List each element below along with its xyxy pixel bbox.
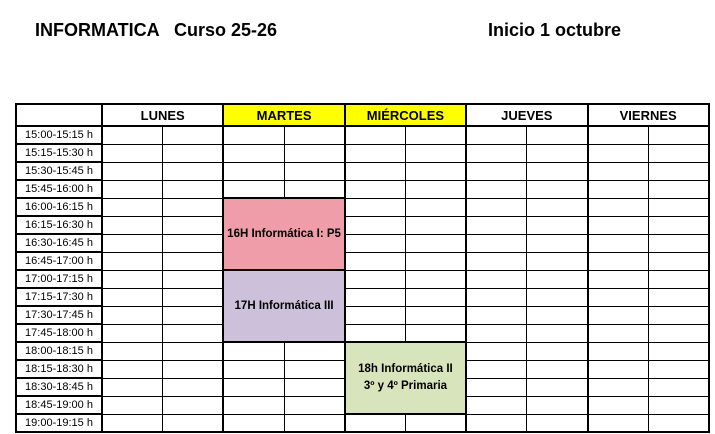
empty-slot-cell	[163, 288, 224, 306]
empty-slot-cell	[163, 342, 224, 360]
empty-slot-cell	[588, 234, 649, 252]
empty-slot-cell	[102, 126, 163, 144]
empty-slot-cell	[102, 396, 163, 414]
empty-slot-cell	[284, 126, 345, 144]
empty-slot-cell	[102, 414, 163, 432]
empty-slot-cell	[163, 162, 224, 180]
empty-slot-cell	[163, 414, 224, 432]
empty-slot-cell	[345, 288, 406, 306]
empty-slot-cell	[588, 126, 649, 144]
event-label: 18h Informática II	[358, 363, 453, 375]
empty-slot-cell	[527, 180, 588, 198]
empty-slot-cell	[345, 252, 406, 270]
empty-slot-cell	[284, 396, 345, 414]
time-cell: 17:15-17:30 h	[16, 288, 102, 306]
empty-slot-cell	[466, 396, 527, 414]
empty-slot-cell	[405, 288, 466, 306]
event-label: 3º y 4º Primaria	[363, 380, 448, 392]
schedule-table	[15, 103, 710, 433]
empty-slot-cell	[345, 234, 406, 252]
empty-slot-cell	[648, 216, 709, 234]
empty-slot-cell	[223, 360, 284, 378]
empty-slot-cell	[466, 162, 527, 180]
time-cell: 18:30-18:45 h	[16, 378, 102, 396]
empty-slot-cell	[648, 270, 709, 288]
empty-slot-cell	[102, 180, 163, 198]
empty-slot-cell	[466, 198, 527, 216]
empty-slot-cell	[648, 342, 709, 360]
empty-slot-cell	[345, 180, 406, 198]
empty-slot-cell	[102, 252, 163, 270]
empty-slot-cell	[527, 126, 588, 144]
day-header-miercoles: MIÉRCOLES	[345, 104, 466, 126]
empty-slot-cell	[102, 324, 163, 342]
empty-slot-cell	[466, 180, 527, 198]
empty-slot-cell	[284, 162, 345, 180]
empty-slot-cell	[405, 306, 466, 324]
day-header-martes: MARTES	[223, 104, 344, 126]
corner-cell	[16, 104, 102, 126]
empty-slot-cell	[405, 252, 466, 270]
empty-slot-cell	[405, 414, 466, 432]
empty-slot-cell	[405, 180, 466, 198]
empty-slot-cell	[466, 216, 527, 234]
empty-slot-cell	[648, 414, 709, 432]
empty-slot-cell	[588, 270, 649, 288]
empty-slot-cell	[163, 324, 224, 342]
empty-slot-cell	[102, 306, 163, 324]
empty-slot-cell	[648, 126, 709, 144]
time-cell: 17:30-17:45 h	[16, 306, 102, 324]
empty-slot-cell	[223, 162, 284, 180]
day-header-lunes: LUNES	[102, 104, 223, 126]
empty-slot-cell	[223, 180, 284, 198]
empty-slot-cell	[163, 144, 224, 162]
empty-slot-cell	[648, 396, 709, 414]
empty-slot-cell	[527, 216, 588, 234]
empty-slot-cell	[648, 144, 709, 162]
empty-slot-cell	[405, 234, 466, 252]
empty-slot-cell	[163, 360, 224, 378]
time-cell: 15:00-15:15 h	[16, 126, 102, 144]
time-cell: 15:15-15:30 h	[16, 144, 102, 162]
empty-slot-cell	[102, 378, 163, 396]
empty-slot-cell	[345, 216, 406, 234]
empty-slot-cell	[588, 396, 649, 414]
table-body	[16, 126, 709, 432]
empty-slot-cell	[527, 306, 588, 324]
empty-slot-cell	[588, 360, 649, 378]
empty-slot-cell	[345, 306, 406, 324]
empty-slot-cell	[466, 234, 527, 252]
time-cell: 19:00-19:15 h	[16, 414, 102, 432]
empty-slot-cell	[527, 234, 588, 252]
empty-slot-cell	[223, 126, 284, 144]
time-cell: 17:45-18:00 h	[16, 324, 102, 342]
empty-slot-cell	[163, 252, 224, 270]
empty-slot-cell	[527, 270, 588, 288]
empty-slot-cell	[588, 144, 649, 162]
empty-slot-cell	[284, 360, 345, 378]
empty-slot-cell	[102, 288, 163, 306]
empty-slot-cell	[345, 162, 406, 180]
time-row	[16, 216, 709, 234]
empty-slot-cell	[466, 288, 527, 306]
empty-slot-cell	[163, 306, 224, 324]
empty-slot-cell	[102, 162, 163, 180]
time-row	[16, 234, 709, 252]
empty-slot-cell	[466, 270, 527, 288]
empty-slot-cell	[527, 414, 588, 432]
empty-slot-cell	[648, 378, 709, 396]
empty-slot-cell	[588, 378, 649, 396]
empty-slot-cell	[345, 144, 406, 162]
empty-slot-cell	[588, 198, 649, 216]
empty-slot-cell	[588, 414, 649, 432]
empty-slot-cell	[405, 144, 466, 162]
time-row	[16, 324, 709, 342]
empty-slot-cell	[648, 252, 709, 270]
event-label: 17H Informática III	[234, 299, 334, 312]
event-label: 16H Informática I: P5	[227, 227, 341, 240]
empty-slot-cell	[527, 324, 588, 342]
empty-slot-cell	[102, 342, 163, 360]
empty-slot-cell	[405, 198, 466, 216]
empty-slot-cell	[405, 126, 466, 144]
empty-slot-cell	[345, 126, 406, 144]
empty-slot-cell	[648, 288, 709, 306]
empty-slot-cell	[163, 126, 224, 144]
time-cell: 15:30-15:45 h	[16, 162, 102, 180]
table-header	[16, 104, 709, 126]
time-cell: 16:00-16:15 h	[16, 198, 102, 216]
empty-slot-cell	[466, 126, 527, 144]
empty-slot-cell	[527, 162, 588, 180]
empty-slot-cell	[345, 414, 406, 432]
empty-slot-cell	[648, 324, 709, 342]
time-row	[16, 180, 709, 198]
empty-slot-cell	[345, 324, 406, 342]
empty-slot-cell	[527, 198, 588, 216]
event-17h-informatica-3	[223, 270, 344, 342]
time-row	[16, 288, 709, 306]
empty-slot-cell	[345, 270, 406, 288]
empty-slot-cell	[345, 198, 406, 216]
empty-slot-cell	[588, 324, 649, 342]
empty-slot-cell	[527, 144, 588, 162]
page-title: INFORMATICA Curso 25-26	[35, 20, 278, 40]
empty-slot-cell	[102, 216, 163, 234]
time-row	[16, 162, 709, 180]
time-row	[16, 252, 709, 270]
time-cell: 18:15-18:30 h	[16, 360, 102, 378]
day-header-viernes: VIERNES	[588, 104, 709, 126]
empty-slot-cell	[527, 288, 588, 306]
empty-slot-cell	[405, 270, 466, 288]
empty-slot-cell	[527, 360, 588, 378]
empty-slot-cell	[102, 198, 163, 216]
day-header-jueves: JUEVES	[466, 104, 587, 126]
empty-slot-cell	[284, 342, 345, 360]
empty-slot-cell	[102, 144, 163, 162]
start-date-label: Inicio 1 octubre	[488, 20, 622, 40]
time-cell: 18:45-19:00 h	[16, 396, 102, 414]
event-16h-informatica-1-p5	[223, 198, 344, 270]
empty-slot-cell	[223, 396, 284, 414]
empty-slot-cell	[527, 378, 588, 396]
empty-slot-cell	[466, 144, 527, 162]
empty-slot-cell	[163, 234, 224, 252]
empty-slot-cell	[648, 306, 709, 324]
time-row	[16, 144, 709, 162]
empty-slot-cell	[466, 306, 527, 324]
time-row	[16, 342, 709, 360]
empty-slot-cell	[223, 144, 284, 162]
empty-slot-cell	[588, 180, 649, 198]
empty-slot-cell	[223, 414, 284, 432]
empty-slot-cell	[588, 342, 649, 360]
empty-slot-cell	[588, 252, 649, 270]
empty-slot-cell	[648, 360, 709, 378]
time-cell: 18:00-18:15 h	[16, 342, 102, 360]
empty-slot-cell	[163, 270, 224, 288]
empty-slot-cell	[466, 252, 527, 270]
empty-slot-cell	[466, 342, 527, 360]
time-cell: 16:45-17:00 h	[16, 252, 102, 270]
time-row	[16, 306, 709, 324]
empty-slot-cell	[466, 360, 527, 378]
empty-slot-cell	[163, 180, 224, 198]
empty-slot-cell	[466, 324, 527, 342]
time-cell: 17:00-17:15 h	[16, 270, 102, 288]
empty-slot-cell	[223, 342, 284, 360]
empty-slot-cell	[648, 234, 709, 252]
empty-slot-cell	[527, 252, 588, 270]
time-cell: 16:30-16:45 h	[16, 234, 102, 252]
empty-slot-cell	[405, 324, 466, 342]
empty-slot-cell	[405, 216, 466, 234]
header-row	[16, 104, 709, 126]
time-cell: 16:15-16:30 h	[16, 216, 102, 234]
empty-slot-cell	[588, 162, 649, 180]
empty-slot-cell	[527, 342, 588, 360]
empty-slot-cell	[648, 198, 709, 216]
empty-slot-cell	[284, 144, 345, 162]
time-row	[16, 198, 709, 216]
time-row	[16, 414, 709, 432]
empty-slot-cell	[163, 396, 224, 414]
empty-slot-cell	[163, 216, 224, 234]
empty-slot-cell	[284, 378, 345, 396]
empty-slot-cell	[102, 234, 163, 252]
empty-slot-cell	[163, 198, 224, 216]
empty-slot-cell	[466, 414, 527, 432]
empty-slot-cell	[588, 216, 649, 234]
empty-slot-cell	[466, 378, 527, 396]
empty-slot-cell	[163, 378, 224, 396]
time-row	[16, 126, 709, 144]
empty-slot-cell	[648, 162, 709, 180]
empty-slot-cell	[223, 378, 284, 396]
time-row	[16, 270, 709, 288]
empty-slot-cell	[284, 414, 345, 432]
empty-slot-cell	[102, 270, 163, 288]
empty-slot-cell	[648, 180, 709, 198]
time-cell: 15:45-16:00 h	[16, 180, 102, 198]
empty-slot-cell	[284, 180, 345, 198]
empty-slot-cell	[405, 162, 466, 180]
empty-slot-cell	[527, 396, 588, 414]
empty-slot-cell	[588, 288, 649, 306]
event-18h-informatica-2	[345, 342, 466, 414]
empty-slot-cell	[588, 306, 649, 324]
empty-slot-cell	[102, 360, 163, 378]
